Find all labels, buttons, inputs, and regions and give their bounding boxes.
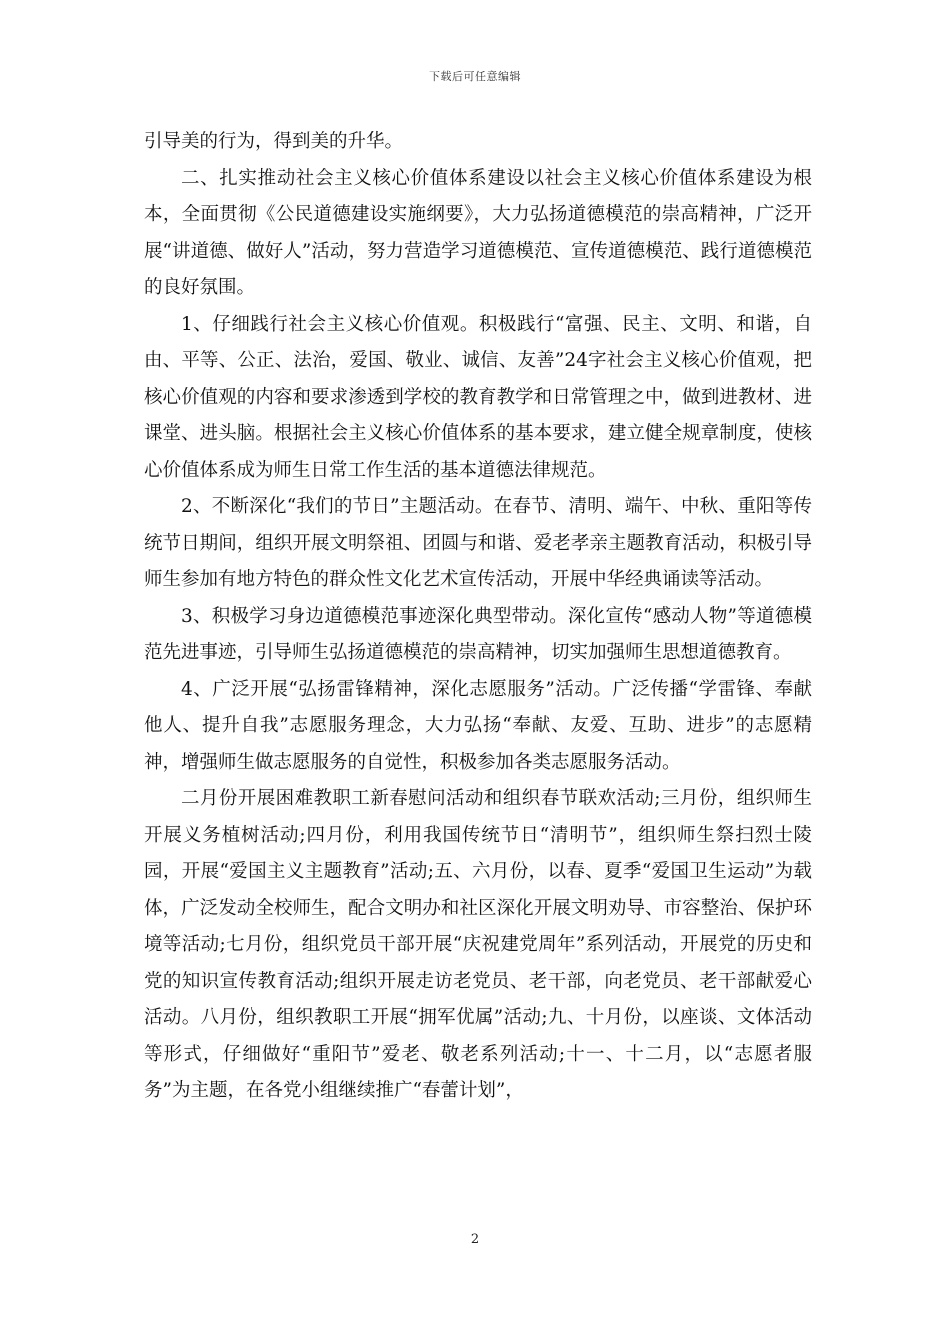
page-header: 下载后可任意编辑 bbox=[429, 70, 521, 83]
paragraph-section-two: 二、扎实推动社会主义核心价值体系建设以社会主义核心价值体系建设为根本，全面贯彻《公民道德建设实施纲要》，大力弘扬道德模范的崇高精神，广泛开展“讲道德、做好人”活动，努力营造学习道德模范、宣传道德模范、践行道德模范的良好氛围。 bbox=[144, 167, 812, 298]
paragraph-item-1: 1、仔细践行社会主义核心价值观。积极践行“富强、民主、文明、和谐，自由、平等、公正、法治，爱国、敬业、诚信、友善”24字社会主义核心价值观，把核心价值观的内容和要求渗透到学校的教育教学和日常管理之中，做到进教材、进课堂、进头脑。根据社会主义核心价值体系的基本要求，建立健全规章制度，使核心价值体系成为师生日常工作生活的基本道德法律规范。 bbox=[144, 313, 812, 481]
paragraph-continuation: 引导美的行为，得到美的升华。 bbox=[144, 131, 404, 152]
document-body bbox=[144, 124, 812, 1110]
paragraph-item-2: 2、不断深化“我们的节日”主题活动。在春节、清明、端午、中秋、重阳等传统节日期间，组织开展文明祭祖、团圆与和谐、爱老孝亲主题教育活动，积极引导师生参加有地方特色的群众性文化艺术宣传活动，开展中华经典诵读等活动。 bbox=[144, 496, 812, 590]
paragraph-item-4: 4、广泛开展“弘扬雷锋精神，深化志愿服务”活动。广泛传播“学雷锋、奉献他人、提升自我”志愿服务理念，大力弘扬“奉献、友爱、互助、进步”的志愿精神，增强师生做志愿服务的自觉性，积极参加各类志愿服务活动。 bbox=[144, 678, 812, 773]
page-number: 2 bbox=[470, 1232, 480, 1247]
paragraph-monthly-schedule: 二月份开展困难教职工新春慰问活动和组织春节联欢活动;三月份，组织师生开展义务植树活动;四月份，利用我国传统节日“清明节”，组织师生祭扫烈士陵园，开展“爱国主义主题教育”活动;五、六月份，以春、夏季“爱国卫生运动”为载体，广泛发动全校师生，配合文明办和社区深化开展文明劝导、市容整治、保护环境等活动;七月份，组织党员干部开展“庆祝建党周年”系列活动，开展党的历史和党的知识宣传教育活动;组织开展走访老党员、老干部，向老党员、老干部献爱心活动。八月份，组织教职工开展“拥军优属”活动;九、十月份，以座谈、文体活动等形式，仔细做好“重阳节”爱老、敬老系列活动;十一、十二月，以“志愿者服务”为主题，在各党小组继续推广“春蕾计划”， bbox=[144, 788, 812, 1101]
paragraph-item-3: 3、积极学习身边道德模范事迹深化典型带动。深化宣传“感动人物”等道德模范先进事迹，引导师生弘扬道德模范的崇高精神，切实加强师生思想道德教育。 bbox=[144, 605, 812, 663]
